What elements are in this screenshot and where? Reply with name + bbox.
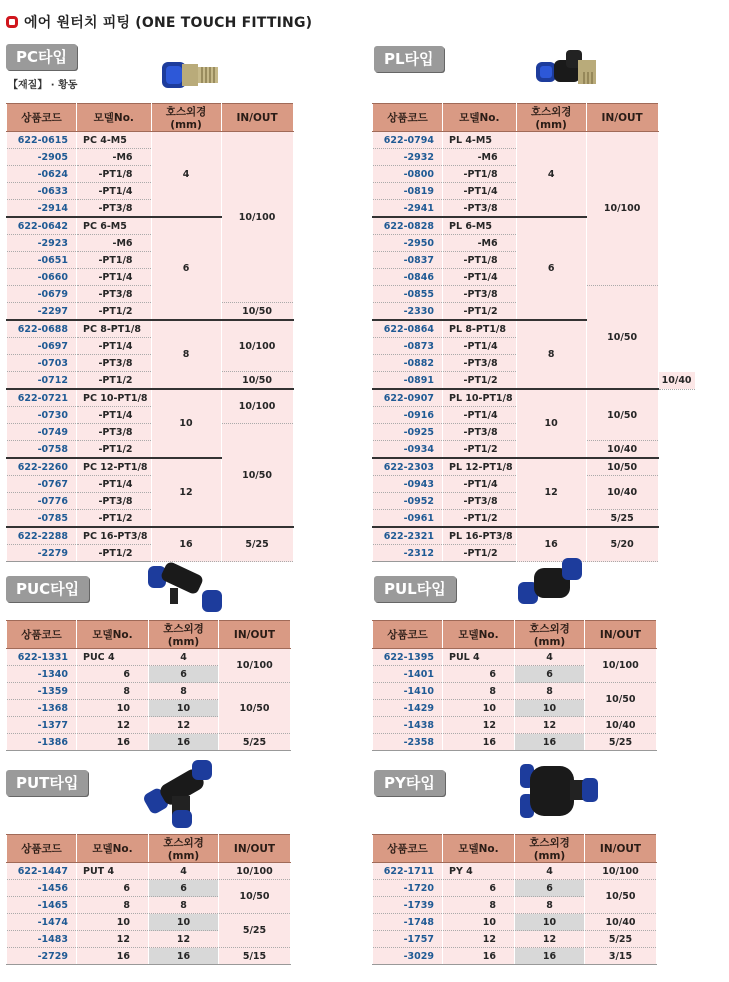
product-code: -0679 — [7, 286, 77, 303]
product-code: -0712 — [7, 372, 77, 390]
product-code: -2905 — [7, 149, 77, 166]
product-code: 622-1395 — [373, 649, 443, 666]
hose-diameter: 8 — [149, 897, 219, 914]
product-code: -1438 — [373, 717, 443, 734]
in-out-value: 10/100 — [221, 389, 293, 424]
in-out-value: 10/50 — [586, 389, 658, 441]
model-no: -PT3/8 — [443, 424, 517, 441]
product-code: 622-0642 — [7, 217, 77, 235]
product-code: 622-1331 — [7, 649, 77, 666]
model-no: -PT1/8 — [77, 252, 152, 269]
product-code: -0934 — [373, 441, 443, 459]
pl-spec-table-wrap — [372, 103, 696, 562]
product-code: -1474 — [7, 914, 77, 931]
product-code: -2279 — [7, 545, 77, 562]
pl-fitting-image — [534, 46, 604, 92]
in-out-value: 5/25 — [586, 510, 658, 528]
product-code: -3029 — [373, 948, 443, 965]
col-header-code: 상품코드 — [7, 104, 77, 132]
in-out-value: 10/50 — [219, 880, 291, 914]
hose-diameter: 12 — [151, 458, 221, 527]
model-no: 12 — [77, 717, 149, 734]
model-no: 10 — [77, 700, 149, 717]
col-header-code: 상품코드 — [373, 104, 443, 132]
model-no: -PT1/4 — [443, 476, 517, 493]
model-no: 16 — [77, 948, 149, 965]
model-no: -PT1/4 — [77, 183, 152, 200]
model-no: -PT1/2 — [443, 303, 517, 321]
in-out-value: 5/25 — [219, 734, 291, 751]
product-code: -2923 — [7, 235, 77, 252]
hose-diameter: 4 — [515, 863, 585, 880]
page-title: 에어 원터치 피팅 (ONE TOUCH FITTING) — [24, 15, 313, 31]
in-out-value: 10/50 — [221, 372, 293, 390]
product-code: -1757 — [373, 931, 443, 948]
product-code: 622-0794 — [373, 132, 443, 149]
hose-diameter: 10 — [516, 389, 586, 458]
product-code: -1410 — [373, 683, 443, 700]
col-header-hose: 호스외경(mm) — [515, 835, 585, 863]
col-header-inout: IN/OUT — [585, 621, 657, 649]
in-out-value: 10/50 — [221, 424, 293, 528]
product-code: -0846 — [373, 269, 443, 286]
in-out-value: 5/25 — [219, 914, 291, 948]
hose-diameter: 10 — [151, 389, 221, 458]
model-no: 16 — [443, 734, 515, 751]
in-out-value: 3/15 — [585, 948, 657, 965]
col-header-model: 모델No. — [77, 104, 152, 132]
in-out-value: 10/40 — [585, 717, 657, 734]
in-out-value: 5/25 — [585, 931, 657, 948]
hose-diameter: 16 — [515, 734, 585, 751]
py-type-label: PY타입 — [374, 770, 445, 796]
product-code: 622-0907 — [373, 389, 443, 407]
hose-diameter: 10 — [149, 700, 219, 717]
col-header-hose: 호스외경(mm) — [149, 621, 219, 649]
product-code: -2330 — [373, 303, 443, 321]
product-code: -0837 — [373, 252, 443, 269]
model-no: -PT1/4 — [443, 183, 517, 200]
hose-diameter: 12 — [515, 931, 585, 948]
pul-type-label: PUL타입 — [374, 576, 456, 602]
model-no: -PT3/8 — [443, 355, 517, 372]
hose-diameter: 4 — [149, 863, 219, 880]
product-code: -0703 — [7, 355, 77, 372]
puc-spec-table — [6, 620, 291, 751]
product-code: 622-0864 — [373, 320, 443, 338]
hose-diameter: 4 — [151, 132, 221, 218]
put-fitting-image — [144, 756, 220, 832]
model-no: PL 4-M5 — [443, 132, 517, 149]
model-no: 10 — [443, 914, 515, 931]
model-no: -M6 — [443, 235, 517, 252]
col-header-model: 모델No. — [77, 621, 149, 649]
product-code: -0873 — [373, 338, 443, 355]
product-code: -0697 — [7, 338, 77, 355]
hose-diameter: 10 — [515, 700, 585, 717]
hose-diameter: 8 — [515, 897, 585, 914]
product-code: 622-0688 — [7, 320, 77, 338]
hose-diameter: 6 — [516, 217, 586, 320]
product-code: -0651 — [7, 252, 77, 269]
hose-diameter: 10 — [149, 914, 219, 931]
model-no: -M6 — [77, 235, 152, 252]
in-out-value: 10/50 — [586, 286, 658, 390]
model-no: -PT3/8 — [77, 200, 152, 218]
hose-diameter: 12 — [516, 458, 586, 527]
in-out-value: 10/100 — [219, 649, 291, 683]
hose-diameter: 16 — [149, 734, 219, 751]
product-code: -1483 — [7, 931, 77, 948]
product-code: -1739 — [373, 897, 443, 914]
in-out-value: 5/25 — [221, 527, 293, 562]
model-no: 6 — [77, 880, 149, 897]
hose-diameter: 12 — [149, 931, 219, 948]
hose-diameter: 16 — [149, 948, 219, 965]
model-no: PUT 4 — [77, 863, 149, 880]
product-code: -0819 — [373, 183, 443, 200]
product-code: -1386 — [7, 734, 77, 751]
product-code: 622-2288 — [7, 527, 77, 545]
hose-diameter: 8 — [149, 683, 219, 700]
product-code: -2950 — [373, 235, 443, 252]
col-header-inout: IN/OUT — [219, 835, 291, 863]
puc-type-label: PUC타입 — [6, 576, 89, 602]
in-out-value: 10/50 — [585, 880, 657, 914]
model-no: -PT1/8 — [443, 252, 517, 269]
product-code: -0730 — [7, 407, 77, 424]
product-code: -1720 — [373, 880, 443, 897]
model-no: -PT1/8 — [443, 166, 517, 183]
pc-spec-table — [6, 103, 294, 562]
put-type-label: PUT타입 — [6, 770, 88, 796]
product-code: -2297 — [7, 303, 77, 321]
product-code: -2914 — [7, 200, 77, 218]
pul-spec-table — [372, 620, 657, 751]
product-code: -0767 — [7, 476, 77, 493]
product-code: -2729 — [7, 948, 77, 965]
in-out-value: 10/40 — [585, 914, 657, 931]
product-code: -0624 — [7, 166, 77, 183]
col-header-inout: IN/OUT — [586, 104, 658, 132]
logo-icon — [6, 16, 18, 28]
product-code: -0943 — [373, 476, 443, 493]
hose-diameter: 6 — [515, 666, 585, 683]
model-no: 6 — [443, 666, 515, 683]
in-out-value: 10/100 — [221, 320, 293, 372]
product-code: 622-0721 — [7, 389, 77, 407]
model-no: -PT1/4 — [443, 338, 517, 355]
col-header-hose: 호스외경(mm) — [149, 835, 219, 863]
product-code: -0952 — [373, 493, 443, 510]
hose-diameter: 8 — [151, 320, 221, 389]
in-out-value: 10/40 — [658, 372, 695, 390]
col-header-hose: 호스외경(mm) — [515, 621, 585, 649]
model-no: -PT1/8 — [77, 166, 152, 183]
model-no: -PT1/4 — [77, 476, 152, 493]
model-no: -PT1/2 — [443, 372, 517, 390]
pl-type-label: PL타입 — [374, 46, 444, 72]
col-header-hose: 호스외경(mm) — [151, 104, 221, 132]
model-no: -PT1/4 — [77, 407, 152, 424]
product-code: -1456 — [7, 880, 77, 897]
product-code: -0660 — [7, 269, 77, 286]
hose-diameter: 6 — [515, 880, 585, 897]
product-code: -2932 — [373, 149, 443, 166]
model-no: PL 8-PT1/8 — [443, 320, 517, 338]
product-code: 622-1447 — [7, 863, 77, 880]
model-no: PC 16-PT3/8 — [77, 527, 152, 545]
hose-diameter: 12 — [515, 717, 585, 734]
in-out-value: 10/50 — [219, 683, 291, 734]
model-no: 12 — [77, 931, 149, 948]
hose-diameter: 10 — [515, 914, 585, 931]
page-header — [6, 12, 312, 32]
product-code: -2358 — [373, 734, 443, 751]
product-code: -1368 — [7, 700, 77, 717]
col-header-model: 모델No. — [443, 835, 515, 863]
model-no: 12 — [443, 717, 515, 734]
model-no: PC 12-PT1/8 — [77, 458, 152, 476]
hose-diameter: 4 — [515, 649, 585, 666]
product-code: -0785 — [7, 510, 77, 528]
model-no: -PT1/2 — [77, 303, 152, 321]
model-no: PUC 4 — [77, 649, 149, 666]
product-code: 622-2303 — [373, 458, 443, 476]
hose-diameter: 6 — [151, 217, 221, 320]
model-no: PC 8-PT1/8 — [77, 320, 152, 338]
product-code: 622-2260 — [7, 458, 77, 476]
product-code: -1359 — [7, 683, 77, 700]
product-code: -2312 — [373, 545, 443, 562]
model-no: -PT1/2 — [77, 510, 152, 528]
pc-fitting-image — [158, 56, 228, 96]
hose-diameter: 6 — [149, 880, 219, 897]
in-out-value: 5/15 — [219, 948, 291, 965]
model-no: PUL 4 — [443, 649, 515, 666]
model-no: PC 6-M5 — [77, 217, 152, 235]
hose-diameter: 16 — [516, 527, 586, 562]
col-header-inout: IN/OUT — [219, 621, 291, 649]
col-header-code: 상품코드 — [373, 835, 443, 863]
puc-fitting-image — [146, 560, 226, 616]
material-note: 【재질】 · 황동 — [8, 80, 78, 91]
hose-diameter: 6 — [149, 666, 219, 683]
product-code: -1340 — [7, 666, 77, 683]
in-out-value: 10/50 — [585, 683, 657, 717]
in-out-value: 5/20 — [586, 527, 658, 562]
product-code: -2941 — [373, 200, 443, 218]
in-out-value: 10/50 — [586, 458, 658, 476]
model-no: PY 4 — [443, 863, 515, 880]
py-spec-table — [372, 834, 657, 965]
hose-diameter: 16 — [151, 527, 221, 562]
hose-diameter: 4 — [516, 132, 586, 218]
model-no: 8 — [77, 683, 149, 700]
in-out-value: 10/100 — [219, 863, 291, 880]
model-no: -M6 — [443, 149, 517, 166]
model-no: 6 — [443, 880, 515, 897]
model-no: 8 — [443, 897, 515, 914]
product-code: -0916 — [373, 407, 443, 424]
col-header-model: 모델No. — [443, 104, 517, 132]
model-no: PC 4-M5 — [77, 132, 152, 149]
model-no: -PT3/8 — [77, 286, 152, 303]
model-no: -PT1/4 — [443, 269, 517, 286]
pc-spec-table-wrap — [6, 103, 294, 562]
model-no: PL 10-PT1/8 — [443, 389, 517, 407]
in-out-value: 10/100 — [221, 132, 293, 303]
in-out-value: 10/100 — [585, 649, 657, 683]
product-code: -0776 — [7, 493, 77, 510]
put-spec-table-wrap — [6, 834, 291, 965]
model-no: -PT1/2 — [443, 545, 517, 562]
model-no: -PT3/8 — [443, 200, 517, 218]
product-code: 622-0615 — [7, 132, 77, 149]
model-no: 10 — [443, 700, 515, 717]
model-no: -PT3/8 — [443, 286, 517, 303]
put-spec-table — [6, 834, 291, 965]
col-header-inout: IN/OUT — [585, 835, 657, 863]
model-no: -PT1/2 — [77, 545, 152, 562]
model-no: -PT1/4 — [443, 407, 517, 424]
pul-fitting-image — [516, 554, 596, 614]
model-no: -PT1/2 — [443, 441, 517, 459]
in-out-value: 10/100 — [586, 132, 658, 286]
model-no: 8 — [443, 683, 515, 700]
product-code: -0749 — [7, 424, 77, 441]
model-no: -M6 — [77, 149, 152, 166]
hose-diameter: 8 — [516, 320, 586, 389]
product-code: 622-2321 — [373, 527, 443, 545]
hose-diameter: 12 — [149, 717, 219, 734]
hose-diameter: 16 — [515, 948, 585, 965]
product-code: 622-0828 — [373, 217, 443, 235]
model-no: 8 — [77, 897, 149, 914]
product-code: -0961 — [373, 510, 443, 528]
product-code: -1377 — [7, 717, 77, 734]
product-code: 622-1711 — [373, 863, 443, 880]
model-no: PC 10-PT1/8 — [77, 389, 152, 407]
product-code: -0855 — [373, 286, 443, 303]
model-no: 16 — [77, 734, 149, 751]
model-no: PL 12-PT1/8 — [443, 458, 517, 476]
model-no: -PT3/8 — [77, 424, 152, 441]
in-out-value: 10/40 — [586, 476, 658, 510]
in-out-value: 10/40 — [586, 441, 658, 459]
product-code: -1401 — [373, 666, 443, 683]
puc-spec-table-wrap — [6, 620, 291, 751]
model-no: 6 — [77, 666, 149, 683]
model-no: 10 — [77, 914, 149, 931]
in-out-value: 10/100 — [585, 863, 657, 880]
model-no: -PT1/2 — [77, 372, 152, 390]
product-code: -0633 — [7, 183, 77, 200]
product-code: -1429 — [373, 700, 443, 717]
in-out-value: 10/50 — [221, 303, 293, 321]
model-no: 12 — [443, 931, 515, 948]
product-code: -1748 — [373, 914, 443, 931]
col-header-code: 상품코드 — [7, 621, 77, 649]
model-no: PL 6-M5 — [443, 217, 517, 235]
model-no: 16 — [443, 948, 515, 965]
hose-diameter: 8 — [515, 683, 585, 700]
model-no: PL 16-PT3/8 — [443, 527, 517, 545]
pul-spec-table-wrap — [372, 620, 657, 751]
col-header-code: 상품코드 — [7, 835, 77, 863]
model-no: -PT3/8 — [77, 355, 152, 372]
model-no: -PT3/8 — [77, 493, 152, 510]
pc-type-label: PC타입 — [6, 44, 77, 70]
py-spec-table-wrap — [372, 834, 657, 965]
product-code: -0758 — [7, 441, 77, 459]
col-header-model: 모델No. — [443, 621, 515, 649]
col-header-hose: 호스외경(mm) — [516, 104, 586, 132]
product-code: -0925 — [373, 424, 443, 441]
py-fitting-image — [516, 760, 602, 824]
col-header-model: 모델No. — [77, 835, 149, 863]
model-no: -PT1/4 — [77, 269, 152, 286]
hose-diameter: 4 — [149, 649, 219, 666]
col-header-code: 상품코드 — [373, 621, 443, 649]
model-no: -PT3/8 — [443, 493, 517, 510]
col-header-inout: IN/OUT — [221, 104, 293, 132]
product-code: -0891 — [373, 372, 443, 390]
in-out-value: 5/25 — [585, 734, 657, 751]
pl-spec-table — [372, 103, 696, 562]
product-code: -1465 — [7, 897, 77, 914]
product-code: -0800 — [373, 166, 443, 183]
model-no: -PT1/2 — [443, 510, 517, 528]
product-code: -0882 — [373, 355, 443, 372]
model-no: -PT1/4 — [77, 338, 152, 355]
model-no: -PT1/2 — [77, 441, 152, 459]
